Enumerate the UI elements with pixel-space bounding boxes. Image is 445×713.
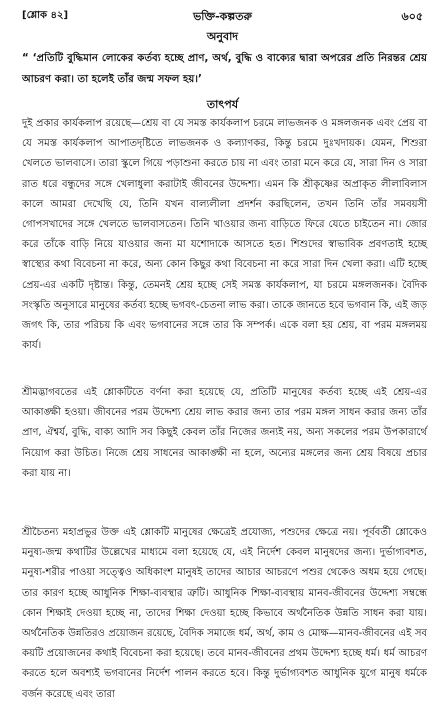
translation-heading: অনুবাদ [206,30,239,43]
purport-heading: তাৎপর্য [206,98,239,111]
chapter-title: ভক্তি-কল্পতরু [193,10,252,23]
purport-paragraph-2: শ্রীমদ্ভাগবতের এই শ্লোকটিতে বর্ণনা করা হয়েছে যে, প্রতিটি মানুষের কর্তব্য হচ্ছে এই শ্রেয়-এর আকাঙ্ক্ষী হওয়া। জীবনের পরম উদ্দেশ্য শ্রেয় লাভ করার জন্য তার পরম মঙ্গল সাধন করার জন্য তাঁর প্রাণ, ঐশ্বর্য, বুদ্ধি, বাক্য আদি সব কিছুই কেবল তাঁর নিজের জন্যই নয়, অন্য সকলের পরম উপকারার্থে নিয়োগ করা উচিত। নিজে শ্রেয় সাধনের আকাঙ্ক্ষী না হলে, অন্যের মঙ্গলের জন্য শ্রেয় বিষয়ে প্রচার করা যায় না। [22,387,427,479]
purport-paragraph-3: শ্রীচৈতন্য মহাপ্রভুর উক্ত এই শ্লোকটি মানুষের ক্ষেত্রেই প্রযোজ্য, পশুদের ক্ষেত্রে নয়। পূর্ববর্তী শ্লোকেও মনুষ্য-জন্ম কথাটির উল্লেখের মাধ্যমে বলা হয়েছে যে, এই নির্দেশ কেবল মানুষদের জন্য। দুর্ভাগ্যবশত, মনুষ্য-শরীর পাওয়া সত্ত্বেও অধিকাংশ মানুষই তাদের আচার আচরণে পশুর থেকেও অধম হয়ে গেছে। তার কারণ হচ্ছে আধুনিক শিক্ষা-ব্যবস্থার ত্রুটি। আধুনিক শিক্ষা-ব্যবস্থায় মানব-জীবনের উদ্দেশ্য সম্বন্ধে কোন শিক্ষাই দেওয়া হচ্ছে না, তাদের শিক্ষা দেওয়া হচ্ছে কিভাবে অর্থনৈতিক উন্নতি সাধন করা যায়। অর্থনৈতিক উন্নতিরও প্রয়োজন রয়েছে, বৈদিক সমাজে ধর্ম, অর্থ, কাম ও মোক্ষ—মানব-জীবনের এই সব কয়টি প্রয়োজনের কথাই বিবেচনা করা হয়েছে। তবে মানব-জীবনের প্রথম উদ্দেশ্য হচ্ছে ধর্ম। ধর্ম আচরণ করতে হলে অবশ্যই ভগবানের নির্দেশ পালন করতে হবে। কিন্তু দুর্ভাগ্যবশত আধুনিক যুগে মানুষ ধর্মকে বর্জন করেছে এবং তারা [22,527,427,700]
verse-number: [শ্লোক ৪২] [22,10,69,21]
translation-text: “ ‘প্রতিটি বুদ্ধিমান লোকের কর্তব্য হচ্ছে প্রাণ, অর্থ, বুদ্ধি ও বাক্যের দ্বারা অপরের প্রতি নিরন্তর শ্রেয় আচরণ করা। তা হলেই তাঁর জন্ম সফল হয়।’ [22,53,427,85]
purport-paragraph-1: দুই প্রকার কার্যকলাপ রয়েছে—শ্রেয় বা যে সমস্ত কার্যকলাপ চরমে লাভজনক ও মঙ্গলজনক এবং প্রেয় বা যে সমস্ত কার্যকলাপ আপাতদৃষ্টিতে লাভজনক ও কল্যাণকর, কিন্তু চরমে দুঃখদায়ক। যেমন, শিশুরা খেলতে ভালবাসে। তারা স্কুলে গিয়ে পড়াশুনা করতে চায় না এবং তারা মনে করে যে, সারা দিন ও সারা রাত ধরে বন্ধুদের সঙ্গে খেলাধুলা করাটাই জীবনের উদ্দেশ্য। এমন কি শ্রীকৃষ্ণের অপ্রাকৃত লীলাবিলাস কালে আমরা দেখেছি যে, তিনি যখন বাল্যলীলা প্রদর্শন করছিলেন, তখন তিনি তাঁর সমবয়সী গোপসখাদের সঙ্গে খেলতে ভালবাসতেন। তিনি খাওয়ার জন্য বাড়িতে ফিরে যেতে চাইতেন না। জোর করে তাঁকে বাড়ি নিয়ে যাওয়ার জন্য মা যশোদাকে আসতে হত। শিশুদের স্বাভাবিক প্রবণতাই হচ্ছে স্বাস্থ্যের কথা বিবেচনা না করে, অন্য কোন কিছুর কথা বিবেচনা না করে সারা দিন খেলা করা। এটি হচ্ছে প্রেয়-এর একটি দৃষ্টান্ত। কিন্তু, তেমনই শ্রেয় হচ্ছে সেই সমস্ত কার্যকলাপ, যা চরমে মঙ্গলজনক। বৈদিক সংস্কৃতি অনুসারে মানুষের কর্তব্য হচ্ছে ভগবৎ-চেতনা লাভ করা। তাকে জানতে হবে ভগবান কি, এই জড় জগৎ কি, তার পরিচয় কি এবং ভগবানের সঙ্গে তার কি সম্পর্ক। একে বলা হয় শ্রেয়, বা পরম মঙ্গলময় কার্য। [22,118,427,352]
page-number: ৬০৫ [401,10,423,23]
